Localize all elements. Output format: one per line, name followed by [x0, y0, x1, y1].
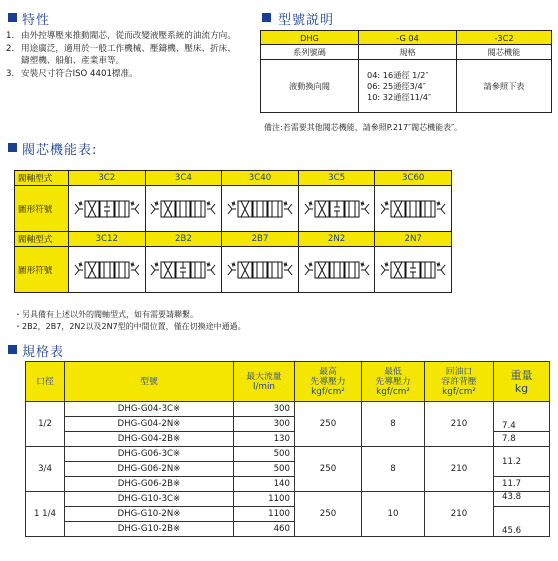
section-marker [262, 13, 271, 22]
model-cell: DHG-G04-2B※ [65, 432, 234, 447]
min-pilot-cell: 8 [362, 447, 425, 492]
spool-symbol [375, 247, 452, 293]
bore-cell: 3/4 [26, 447, 65, 492]
spool-code: 3C4 [145, 171, 222, 186]
header-min-pilot [362, 362, 425, 402]
header-line: 最低 [384, 366, 402, 377]
label-series: 系列號碼 [261, 45, 359, 60]
feature-item [6, 30, 238, 43]
weight-cell: 11.2 [494, 447, 550, 477]
spool-symbol [69, 186, 146, 232]
header-line: kgf/cm² [376, 386, 410, 397]
spool-symbol [145, 186, 222, 232]
weight-cell: 11.7 [494, 477, 550, 492]
max-pilot-cell: 250 [295, 447, 362, 492]
back-pressure-cell: 210 [425, 492, 494, 537]
size-item: 06: 25通徑3/4″ [367, 80, 426, 91]
spool-code: 2B2 [145, 232, 222, 247]
model-note: 備注:若需要其他閥芯機能，請參照P.217″閥芯機能表″。 [264, 123, 463, 132]
table-row [26, 492, 550, 507]
valve-symbol-icon [73, 259, 141, 281]
label-spool: 閥芯機能 [457, 45, 552, 60]
model-cell: DHG-G06-2B※ [65, 477, 234, 492]
series-desc: 液動換向閥 [261, 60, 359, 113]
label-size: 規格 [359, 45, 457, 60]
spool-symbol [222, 186, 299, 232]
section-marker [8, 13, 17, 22]
row-label: 閥軸型式 [15, 232, 69, 247]
feature-text: 安裝尺寸符合ISO 4401標准。 [21, 68, 138, 79]
spool-code: 3C12 [69, 232, 146, 247]
max-pilot-cell: 250 [295, 402, 362, 447]
spool-note: ・另具備有上述以外的閥軸型式，如有需要請聯繫。 [14, 310, 198, 319]
model-cell: DHG-G10-3C※ [65, 492, 234, 507]
flow-cell: 300 [234, 402, 295, 417]
feature-text: 用途廣泛，適用於一般工作機械、壓鑄機、壓床、折床、鑄塑機、船舶、產業車等。 [21, 43, 236, 66]
spool-code: 3C5 [298, 171, 375, 186]
header-flow [234, 362, 295, 402]
spec-table [25, 361, 550, 537]
spool-code: 2N2 [298, 232, 375, 247]
valve-symbol-icon [149, 259, 217, 281]
size-list [359, 60, 457, 113]
spool-symbol [298, 186, 375, 232]
symbol-label: 圖形符號 [15, 247, 69, 293]
back-pressure-cell: 210 [425, 402, 494, 447]
weight-cell: 7.8 [494, 432, 550, 447]
flow-cell: 500 [234, 462, 295, 477]
spool-code: 2B7 [222, 232, 299, 247]
header-line: 最高 [319, 366, 337, 377]
table-row [26, 402, 550, 417]
spool-symbol [375, 186, 452, 232]
header-line: 最大流量 [246, 371, 282, 382]
valve-symbol-icon [149, 198, 217, 220]
feature-item [6, 43, 238, 68]
header-max-pilot [295, 362, 362, 402]
valve-symbol-icon [226, 198, 294, 220]
header-back-pressure [425, 362, 494, 402]
feature-number: 1. [6, 31, 15, 41]
code-size: -G 04 [359, 31, 457, 45]
max-pilot-cell: 250 [295, 492, 362, 537]
feature-item [6, 68, 238, 81]
flow-cell: 1100 [234, 492, 295, 507]
valve-symbol-icon [303, 198, 371, 220]
flow-cell: 460 [234, 522, 295, 537]
flow-cell: 500 [234, 447, 295, 462]
header-line: 先導壓力 [310, 376, 346, 387]
spool-desc: 請參照下表 [457, 60, 552, 113]
spool-symbol [69, 247, 146, 293]
weight-cell: 45.6 [494, 507, 550, 537]
feature-number: 3. [6, 68, 15, 79]
weight-cell: 7.4 [494, 402, 550, 432]
spool-code: 3C40 [222, 171, 299, 186]
flow-cell: 1100 [234, 507, 295, 522]
header-line: kgf/cm² [311, 386, 345, 397]
header-weight [494, 362, 550, 402]
weight-cell: 43.8 [494, 492, 550, 507]
model-title: 型號説明 [278, 13, 335, 28]
header-line: 回油口 [445, 366, 473, 377]
flow-cell: 130 [234, 432, 295, 447]
bore-cell: 1/2 [26, 402, 65, 447]
valve-symbol-icon [303, 259, 371, 281]
model-cell: DHG-G10-2N※ [65, 507, 234, 522]
model-code-table [260, 30, 552, 113]
feature-number: 2. [6, 43, 15, 54]
header-bore: 口徑 [26, 362, 65, 402]
header-line: l/min [253, 381, 275, 392]
features-list [6, 30, 238, 80]
valve-symbol-icon [73, 198, 141, 220]
header-line: kgf/cm² [442, 386, 476, 397]
flow-cell: 140 [234, 477, 295, 492]
spool-symbol [145, 247, 222, 293]
header-line: 容許背壓 [441, 376, 477, 387]
table-row [26, 447, 550, 462]
spool-symbol [298, 247, 375, 293]
header-line: 重量 [510, 368, 533, 382]
flow-cell: 300 [234, 417, 295, 432]
min-pilot-cell: 8 [362, 402, 425, 447]
bore-cell: 1 1/4 [26, 492, 65, 537]
spool-code: 2N7 [375, 232, 452, 247]
header-line: kg [514, 381, 529, 395]
valve-symbol-icon [226, 259, 294, 281]
features-title: 特性 [22, 13, 51, 28]
spool-table [14, 170, 452, 293]
spool-code: 3C60 [375, 171, 452, 186]
spec-title: 規格表 [22, 345, 65, 360]
spool-symbol [222, 247, 299, 293]
model-cell: DHG-G10-2B※ [65, 522, 234, 537]
size-item: 10: 32通徑11/4″ [367, 91, 432, 102]
section-marker [8, 143, 17, 152]
code-series: DHG [261, 31, 359, 45]
section-marker [8, 345, 17, 354]
model-cell: DHG-G04-3C※ [65, 402, 234, 417]
back-pressure-cell: 210 [425, 447, 494, 492]
spool-note: ・2B2，2B7，2N2以及2N7型的中間位置，僅在切換途中通過。 [14, 322, 246, 331]
symbol-label: 圖形符號 [15, 186, 69, 232]
model-cell: DHG-G06-2N※ [65, 462, 234, 477]
model-cell: DHG-G04-2N※ [65, 417, 234, 432]
code-spool: -3C2 [457, 31, 552, 45]
size-item: 04: 16通徑 1/2″ [367, 69, 429, 80]
feature-text: 由外控導壓來推動閥芯，從而改變液壓系統的油流方向。 [21, 31, 236, 41]
header-line: 先導壓力 [375, 376, 411, 387]
spool-title: 閥芯機能表: [22, 143, 98, 158]
valve-symbol-icon [379, 198, 447, 220]
header-model: 型號 [65, 362, 234, 402]
valve-symbol-icon [379, 259, 447, 281]
min-pilot-cell: 10 [362, 492, 425, 537]
row-label: 閥軸型式 [15, 171, 69, 186]
spool-code: 3C2 [69, 171, 146, 186]
model-cell: DHG-G06-3C※ [65, 447, 234, 462]
